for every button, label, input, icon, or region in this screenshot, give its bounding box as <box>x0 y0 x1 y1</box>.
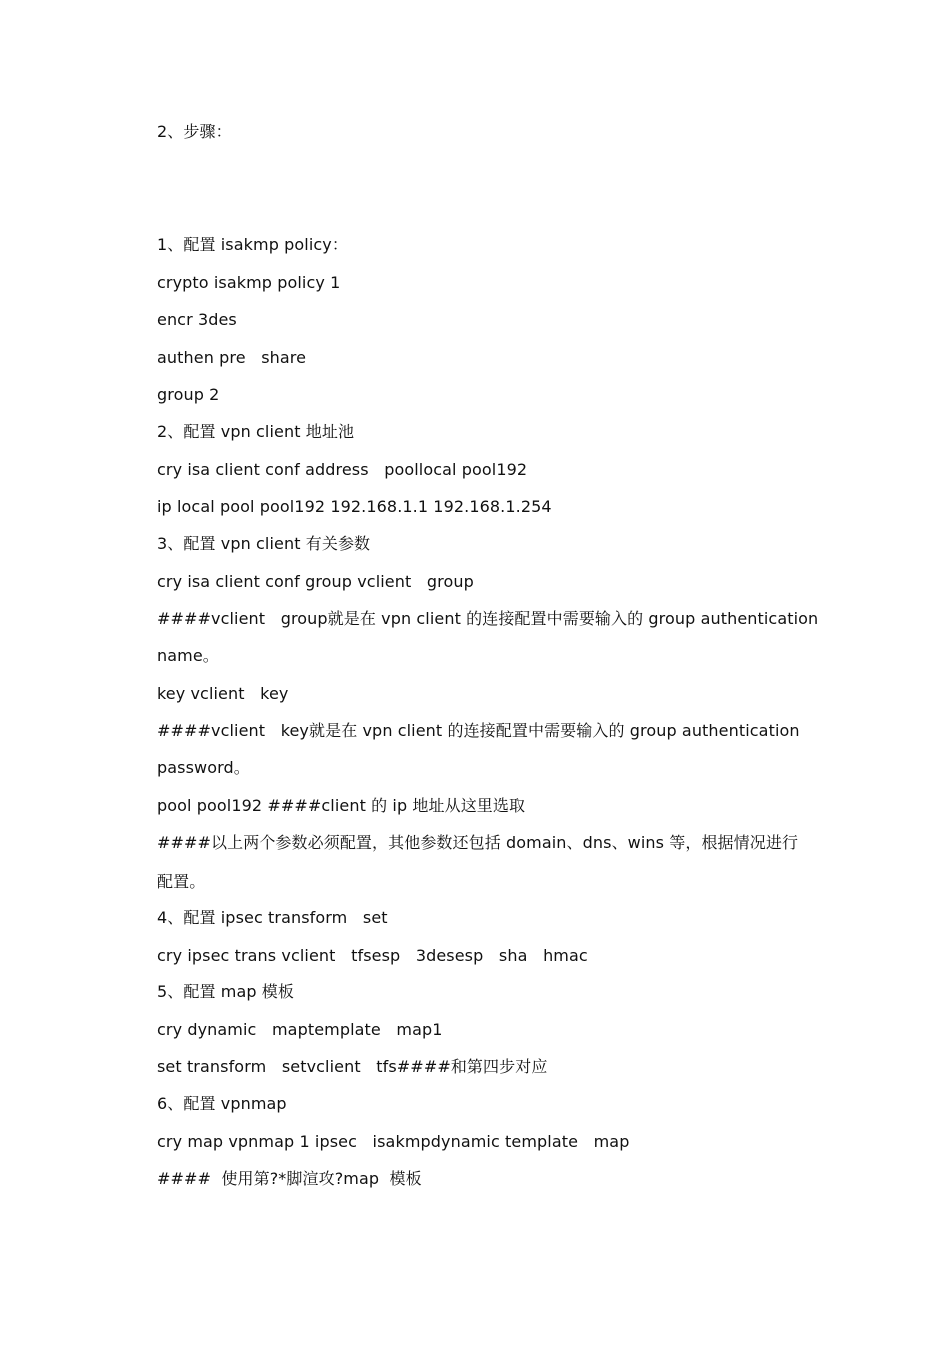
code-line: cry isa client conf group vclient group <box>157 572 474 591</box>
step-6-heading: 6、配置 vpnmap <box>157 1094 287 1113</box>
code-line: key vclient key <box>157 684 289 703</box>
step-4-heading: 4、配置 ipsec transform set <box>157 908 388 927</box>
step-2-heading: 2、配置 vpn client 地址池 <box>157 422 355 441</box>
code-line: group 2 <box>157 385 220 404</box>
step-5-heading: 5、配置 map 模板 <box>157 982 294 1001</box>
comment-line: 配置。 <box>157 872 206 891</box>
comment-line: ####vclient group就是在 vpn client 的连接配置中需要输入的 group authentication <box>157 609 819 628</box>
comment-line: ####以上两个参数必须配置，其他参数还包括 domain、dns、wins 等，根据情况进行 <box>157 833 799 852</box>
code-line: authen pre share <box>157 348 307 367</box>
code-line: cry map vpnmap 1 ipsec isakmpdynamic template map <box>157 1132 630 1151</box>
code-line: crypto isakmp policy 1 <box>157 273 341 292</box>
section-heading-steps: 2、步骤： <box>157 122 232 141</box>
code-line: encr 3des <box>157 310 237 329</box>
code-line: set transform setvclient tfs####和第四步对应 <box>157 1057 548 1076</box>
comment-line: ####vclient key就是在 vpn client 的连接配置中需要输入的 group authentication <box>157 721 800 740</box>
step-1-heading: 1、配置 isakmp policy： <box>157 235 348 254</box>
code-line: cry ipsec trans vclient tfsesp 3desesp sha hmac <box>157 946 588 965</box>
code-line: ip local pool pool192 192.168.1.1 192.168.1.254 <box>157 497 552 516</box>
step-3-heading: 3、配置 vpn client 有关参数 <box>157 534 371 553</box>
comment-line: password。 <box>157 758 250 777</box>
code-line: pool pool192 ####client 的 ip 地址从这里选取 <box>157 796 526 815</box>
code-line: cry dynamic maptemplate map1 <box>157 1020 443 1039</box>
comment-line: name。 <box>157 646 219 665</box>
code-line: cry isa client conf address poollocal pool192 <box>157 460 528 479</box>
comment-line: #### 使用第?*脚渲攻?map 模板 <box>157 1169 422 1188</box>
